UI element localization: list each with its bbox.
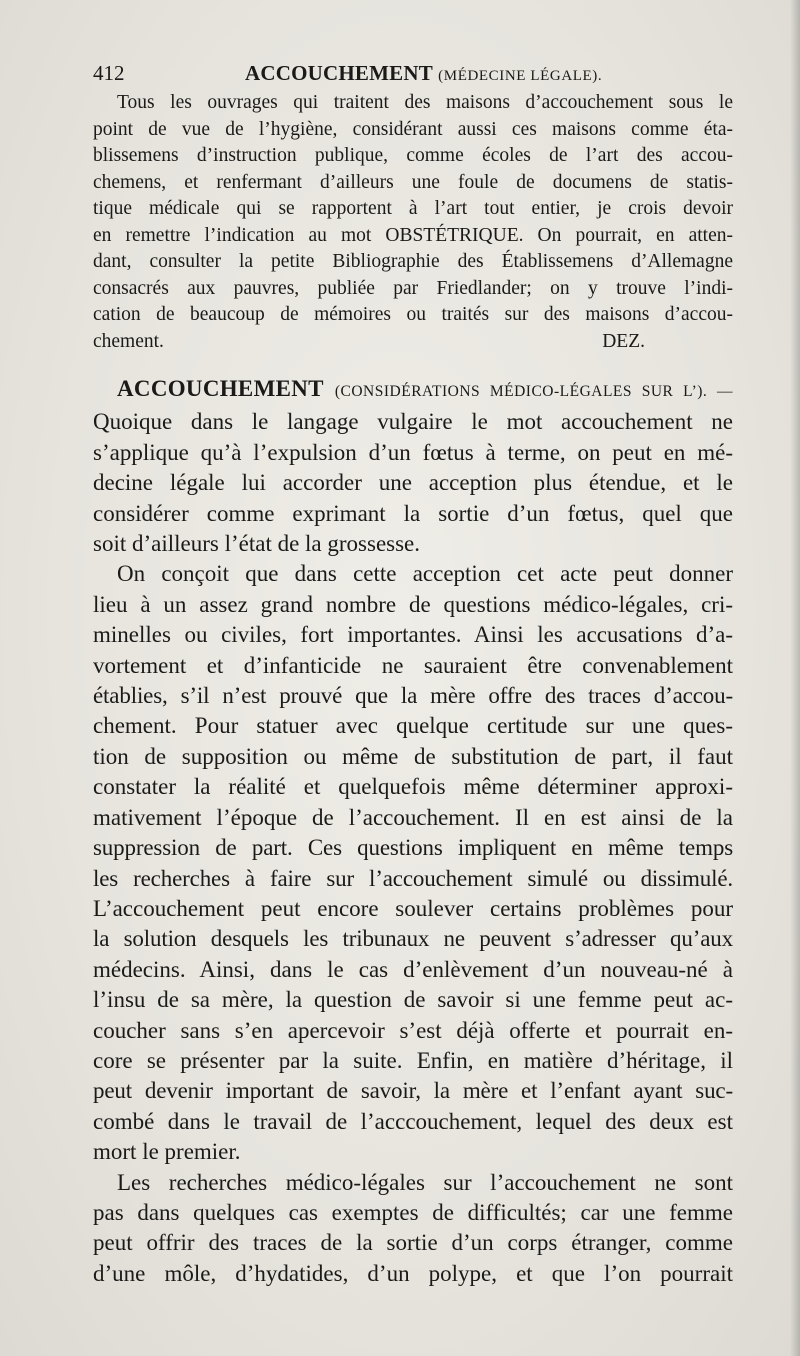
text-line: chement. Pour statuer avec quelque certitude sur une ques- bbox=[93, 713, 733, 739]
text-line: combé dans le travail de l’acccouchement, lequel des deux est bbox=[93, 1108, 733, 1134]
text-line: blissemens d’instruction publique, comme écoles de l’art des accou- bbox=[93, 145, 733, 166]
text-line: L’accouchement peut encore soulever certains problèmes pour bbox=[93, 895, 733, 921]
text-line: mativement l’époque de l’accouchement. Il en est ainsi de la bbox=[93, 804, 733, 830]
text-line: dant, consulter la petite Bibliographie des Établissemens d’Allemagne bbox=[93, 251, 733, 272]
text-line: vortement et d’infanticide ne sauraient être convenablement bbox=[93, 652, 733, 678]
text-line: médecins. Ainsi, dans le cas d’enlèvement d’un nouveau-né à bbox=[93, 956, 733, 982]
running-head-title: ACCOUCHEMENT bbox=[245, 61, 433, 85]
text-line: On conçoit que dans cette acception cet acte peut donner bbox=[117, 561, 733, 587]
running-head bbox=[245, 58, 602, 91]
entry-body bbox=[93, 374, 733, 1289]
text-line: Les recherches médico-légales sur l’accouchement ne sont bbox=[117, 1169, 733, 1195]
page-edge-shadow bbox=[790, 0, 800, 1356]
text-line: en remettre l’indication au mot OBSTÉTRIQUE. On pourrait, en atten- bbox=[93, 224, 733, 246]
text-line: minelles ou civiles, fort importantes. Ainsi les accusations d’a- bbox=[93, 622, 733, 648]
text-line: chemens, et renfermant d’ailleurs une foule de documens de statis- bbox=[93, 171, 733, 193]
text-line: constater la réalité et quelquefois même déterminer approxi- bbox=[93, 774, 733, 800]
text-line: les recherches à faire sur l’accouchement simulé ou dissimulé. bbox=[93, 865, 733, 891]
entry-headword: ACCOUCHEMENT bbox=[117, 376, 324, 401]
text-line: l’insu de sa mère, la question de savoir si une femme peut ac- bbox=[93, 987, 733, 1013]
text-line: coucher sans s’en apercevoir s’est déjà offerte et pourrait en- bbox=[93, 1017, 733, 1043]
text-line: chement. bbox=[93, 330, 164, 352]
entry-heading-line bbox=[93, 374, 733, 407]
text-line: considérer comme exprimant la sortie d’un fœtus, quel que bbox=[93, 500, 733, 526]
text-line: consacrés aux pauvres, publiée par Friedlander; on y trouve l’indi- bbox=[93, 277, 733, 299]
text-line: decine légale lui accorder une acception plus étendue, et le bbox=[93, 470, 733, 496]
text-line: peut devenir important de savoir, la mère et l’enfant ayant suc- bbox=[93, 1078, 733, 1104]
running-head-subtitle: (MÉDECINE LÉGALE). bbox=[438, 68, 603, 84]
text-line: core se présenter par la suite. Enfin, en matière d’héritage, il bbox=[93, 1047, 733, 1073]
text-line: d’une môle, d’hydatides, d’un polype, et que l’on pourrait bbox=[93, 1260, 733, 1286]
page-header bbox=[93, 58, 733, 88]
text-line: lieu à un assez grand nombre de questions médico-légales, cri- bbox=[93, 591, 733, 617]
text-line: s’applique qu’à l’expulsion d’un fœtus à terme, on peut en mé- bbox=[93, 439, 733, 465]
text-line: soit d’ailleurs l’état de la grossesse. bbox=[93, 531, 421, 557]
text-line: établies, s’il n’est prouvé que la mère offre des traces d’accou- bbox=[93, 683, 733, 709]
text-line: mort le premier. bbox=[93, 1139, 241, 1165]
signature-line bbox=[93, 329, 733, 356]
text-line: tique médicale qui se rapportent à l’art tout entier, je crois devoir bbox=[93, 198, 733, 219]
author-signature: DEZ. bbox=[602, 330, 645, 352]
text-line: Tous les ouvrages qui traitent des maisons d’accouchement sous le bbox=[117, 92, 733, 113]
text-line: point de vue de l’hygiène, considérant aussi ces maisons comme éta- bbox=[93, 118, 733, 140]
text-line: pas dans quelques cas exemptes de difficultés; car une femme bbox=[93, 1199, 733, 1225]
text-line: la solution desquels les tribunaux ne peuvent s’adresser qu’aux bbox=[93, 926, 733, 952]
text-line: tion de supposition ou même de substitution de part, il faut bbox=[93, 743, 733, 769]
text-line: peut offrir des traces de la sortie d’un corps étranger, comme bbox=[93, 1230, 733, 1256]
text-line: Quoique dans le langage vulgaire le mot accouchement ne bbox=[93, 409, 733, 435]
page-number: 412 bbox=[93, 61, 125, 85]
entry-subheading: (CONSIDÉRATIONS MÉDICO-LÉGALES SUR L’). — bbox=[334, 383, 734, 400]
text-line: cation de beaucoup de mémoires ou traités sur des maisons d’accou- bbox=[93, 304, 733, 325]
bibliography-paragraph bbox=[93, 90, 733, 355]
text-line: suppression de part. Ces questions impliquent en même temps bbox=[93, 835, 733, 861]
